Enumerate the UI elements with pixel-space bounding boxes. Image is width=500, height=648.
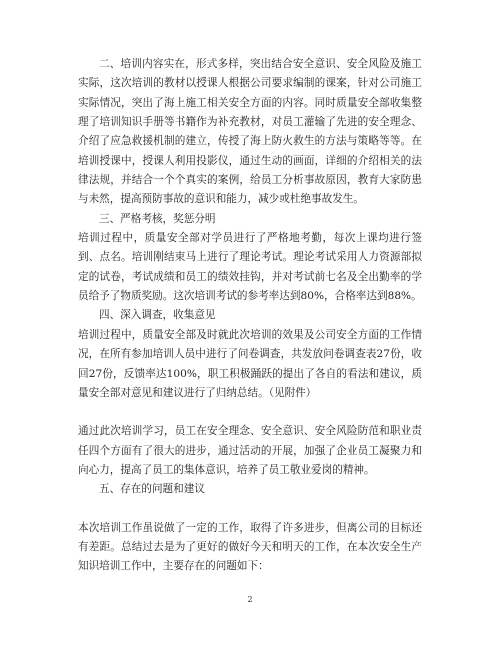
document-body: [78, 55, 422, 577]
section4-paragraph: 培训过程中，质量安全部及时就此次培训的效果及公司安全方面的工作情况，在所有参加培训人员中进行了问卷调查，共发放问卷调查表27份，收回27份，反馈率达100%，职工积极踊跃的提出了各自的看法和建议，质量安全部对意见和建议进行了归纳总结。（见附件）: [78, 328, 422, 399]
section2-paragraph: 二、培训内容实在，形式多样，突出结合安全意识、安全风险及施工实际，这次培训的教材以授课人根据公司要求编制的课案，针对公司施工实际情况，突出了海上施工相关安全方面的内容。同时质量安全部收集整理了培训知识手册等书籍作为补充教材，对员工灌输了先进的安全理念、介绍了应急救援机制的建立，传授了海上防火救生的方法与策略等等。在培训授课中，授课人利用投影仪，通过生动的画面，详细的介绍相关的法律法规，并结合一个个真实的案例，给员工分析事故原因，教育大家防患与未然，提高预防事故的意识和能力，减少或杜绝事故发生。: [78, 58, 422, 206]
summary-paragraph: 通过此次培训学习，员工在安全理念、安全意识、安全风险防范和职业责任四个方面有了很大的进步，通过活动的开展，加强了企业员工凝聚力和向心力，提高了员工的集体意识，培养了员工敬业爱岗的精神。: [78, 425, 422, 476]
section3-paragraph: 培训过程中，质量安全部对学员进行了严格地考勤，每次上课均进行签到、点名。培训刚结束马上进行了理论考试。理论考试采用人力资源部拟定的试卷，考试成绩和员工的绩效挂钩，并对考试前七名及全出勤率的学员给予了物质奖励。这次培训考试的参考率达到80%，合格率达到88%。: [78, 232, 422, 303]
blank-line: [78, 403, 422, 422]
blank-line: [78, 500, 422, 519]
section3-heading: 三、严格考核，奖惩分明: [99, 212, 216, 225]
section5-heading: 五、存在的问题和建议: [99, 483, 205, 496]
section5-paragraph: 本次培训工作虽说做了一定的工作，取得了许多进步，但离公司的目标还有差距。总结过去是为了更好的做好今天和明天的工作，在本次安全生产知识培训工作中，主要存在的问题如下：: [78, 521, 422, 573]
section4-heading: 四、深入调查，收集意见: [99, 309, 216, 322]
page-number: 2: [247, 595, 253, 604]
